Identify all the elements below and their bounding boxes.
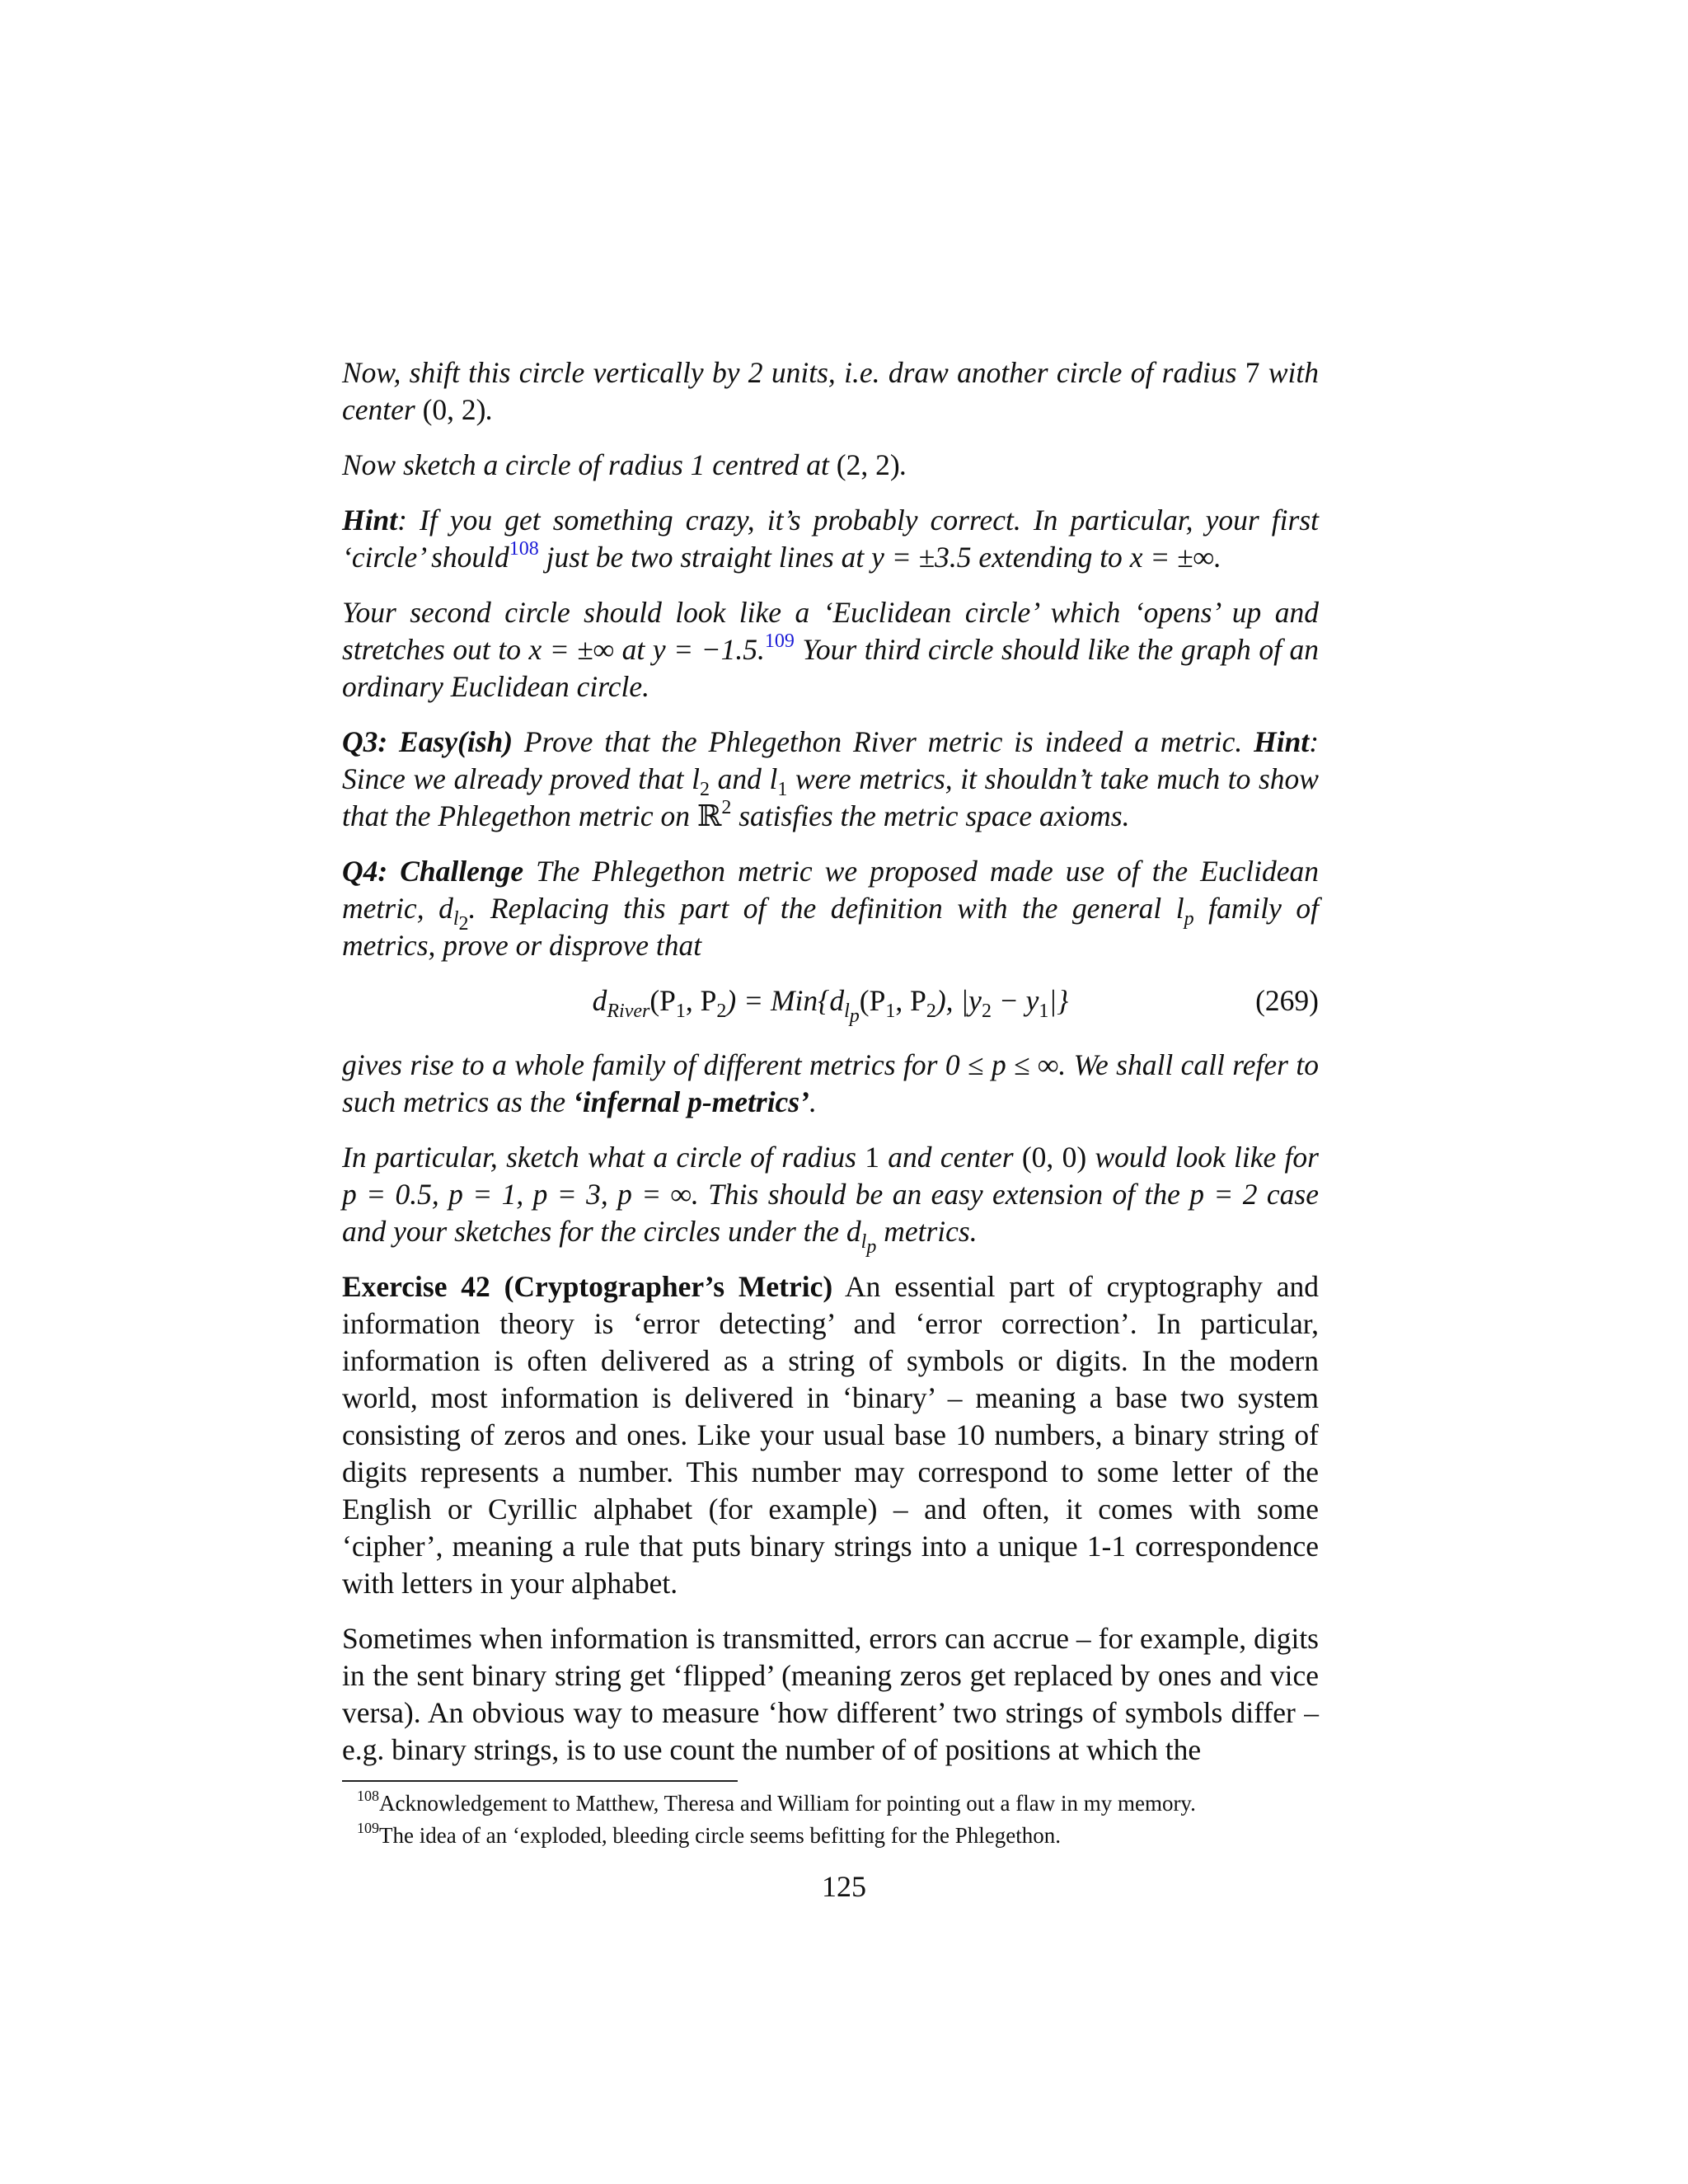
math-subscript — [844, 1001, 860, 1027]
math: p = 0.5 — [342, 1178, 432, 1211]
text: l — [452, 908, 459, 930]
text: . — [809, 1085, 817, 1118]
math: 7 — [1245, 356, 1260, 389]
text: were metrics, it shouldn’t take much to show that the Phlegethon metric on — [342, 762, 1319, 832]
math: 1 — [865, 1141, 879, 1174]
exercise-title: Exercise 42 (Cryptographer’s Metric) — [342, 1270, 833, 1303]
math-subsubscript: p — [866, 1235, 877, 1258]
text: : If you get something crazy, it’s probably correct. In particular, your first ‘circle’ should — [342, 504, 1319, 574]
question-label: Q3: Easy(ish) — [342, 725, 513, 758]
text: l — [860, 1231, 867, 1254]
footnote-ref-109[interactable]: 109 — [764, 630, 795, 653]
math: l — [692, 762, 700, 795]
text: . Replacing this part of the definition with the general — [468, 892, 1176, 925]
paragraph-exercise-42 — [342, 1268, 1319, 1602]
hint-label: Hint — [1254, 725, 1310, 758]
math: p = 3 — [532, 1178, 601, 1211]
math-subscript: 1 — [777, 779, 788, 801]
text: extending to — [971, 541, 1130, 574]
text: Now sketch a circle of radius 1 centred at — [342, 448, 837, 481]
footnote-rule — [342, 1780, 738, 1782]
paragraph-sketch-pmetric — [342, 1139, 1319, 1258]
text: |} — [1048, 984, 1069, 1017]
math: p = 1 — [448, 1178, 517, 1211]
math: ℝ — [696, 799, 722, 832]
footnote-108 — [357, 1788, 1319, 1819]
text: (P — [859, 984, 886, 1017]
hint-label: Hint — [342, 504, 398, 537]
math: (0, 2) — [422, 393, 486, 426]
text: family of metrics, prove or disprove that — [342, 892, 1319, 962]
text: , — [516, 1178, 533, 1211]
paragraph-shift-circle — [342, 354, 1319, 429]
text: : Since we already proved that — [342, 725, 1320, 795]
text: at — [614, 633, 653, 666]
math: x = ±∞ — [1129, 541, 1214, 574]
text: just be two straight lines at — [538, 541, 872, 574]
math: x = ±∞ — [528, 633, 615, 666]
math: 0 ≤ p ≤ ∞ — [945, 1048, 1059, 1081]
text: with center — [342, 356, 1319, 426]
footnote-number: 108 — [357, 1788, 379, 1804]
text: case and your sketches for the circles under the — [342, 1178, 1319, 1248]
text: , P — [685, 984, 717, 1017]
text: Prove that the Phlegethon River metric is indeed a metric. — [513, 725, 1254, 758]
math: (0, 0) — [1021, 1141, 1087, 1174]
text: , — [600, 1178, 618, 1211]
question-label: Q4: Challenge — [342, 855, 524, 888]
text: satisfies the metric space axioms. — [731, 799, 1130, 832]
page-number: 125 — [822, 1870, 866, 1903]
paragraph-q4 — [342, 853, 1319, 964]
math-subscript: 2 — [699, 779, 710, 801]
text: . This should be an easy extension of the — [691, 1178, 1190, 1211]
math: d — [846, 1215, 861, 1248]
math: p = 2 — [1189, 1178, 1258, 1211]
math: (2, 2) — [836, 448, 900, 481]
math-subsubscript: 2 — [458, 912, 469, 935]
paragraph-transmission-errors — [342, 1620, 1319, 1769]
text: d — [592, 984, 607, 1017]
math: y = ±3.5 — [871, 541, 972, 574]
text: l — [844, 1001, 850, 1023]
text: , P — [895, 984, 926, 1017]
paragraph-second-circle — [342, 594, 1319, 705]
math: l — [769, 762, 778, 795]
math-subscript: 1 — [675, 1001, 686, 1023]
text: An essential part of cryptography and information theory is ‘error detecting’ and ‘error correction’. In particular, information is often delivered as a string of symbols or digits. In the modern world, most information is delivered in ‘binary’ – meaning a base two system consisting of zeros and ones. Like your usual base 10 numbers, a binary string of digits represents a number. This number may correspond to some letter of the English or Cyrillic alphabet (for example) – and often, it comes with some ‘cipher’, meaning a rule that puts binary strings into a unique 1-1 correspondence with letters in your alphabet. — [342, 1270, 1319, 1600]
text: ) = Min{d — [726, 984, 845, 1017]
math-subscript: 2 — [716, 1001, 727, 1023]
footnote-number: 109 — [357, 1820, 379, 1836]
math-subscript: 2 — [926, 1001, 936, 1023]
text: metrics. — [876, 1215, 978, 1248]
text: Sometimes when information is transmitted, errors can accrue – for example, digits in the sent binary string get ‘flipped’ (meaning zeros get replaced by ones and vice versa). An obvious way to measure ‘how different’ two strings of symbols differ – e.g. binary strings, is to use count the number of of positions at which the — [342, 1622, 1319, 1766]
math-subscript: 1 — [885, 1001, 896, 1023]
math-subscript: River — [607, 1001, 650, 1023]
footnote-text: Acknowledgement to Matthew, Theresa and William for pointing out a flaw in my memory. — [379, 1791, 1196, 1816]
math-subsubscript: p — [849, 1005, 860, 1027]
text: would look like for — [1086, 1141, 1319, 1174]
paragraph-sketch-circle — [342, 447, 1319, 484]
equation-body — [342, 982, 1319, 1027]
math-subscript: 1 — [1039, 1001, 1049, 1023]
paragraph-hint — [342, 502, 1319, 576]
text: (P — [649, 984, 676, 1017]
text: − y — [991, 984, 1039, 1017]
text: Your second circle should look like a ‘Euclidean circle’ which ‘opens’ up and stretches out to — [342, 596, 1319, 666]
equation-number: (269) — [1255, 984, 1319, 1017]
text: . — [485, 393, 494, 426]
math: y = −1.5 — [652, 633, 757, 666]
text: ), |y — [935, 984, 982, 1017]
footnote-109 — [357, 1821, 1319, 1851]
text: and center — [879, 1141, 1022, 1174]
footnote-ref-108[interactable]: 108 — [509, 538, 539, 560]
emphasis: ‘infernal p-metrics’ — [573, 1085, 809, 1118]
paragraph-q3 — [342, 724, 1319, 835]
text: Now, shift this circle vertically by 2 units, i.e. draw another circle of radius — [342, 356, 1245, 389]
math-subscript — [452, 908, 469, 935]
text: . — [899, 448, 907, 481]
math: d — [438, 892, 453, 925]
text: In particular, sketch what a circle of radius — [342, 1141, 865, 1174]
math-subscript: 2 — [981, 1001, 992, 1023]
math-superscript: 2 — [721, 797, 732, 819]
paragraph-family — [342, 1047, 1319, 1121]
math-subscript — [860, 1231, 877, 1258]
math: p = ∞ — [617, 1178, 692, 1211]
math: l — [1175, 892, 1184, 925]
text: . — [1213, 541, 1221, 574]
text: and — [709, 762, 770, 795]
equation-269 — [342, 982, 1319, 1027]
math-subscript: p — [1184, 908, 1194, 930]
text: . — [757, 633, 765, 666]
text: Your third circle should like the graph of an ordinary Euclidean circle. — [342, 633, 1319, 703]
footnote-text: The idea of an ‘exploded, bleeding circle seems befitting for the Phlegethon. — [379, 1823, 1061, 1848]
page-body — [342, 354, 1319, 1853]
text: . We shall call refer to such metrics as the — [342, 1048, 1319, 1118]
text: gives rise to a whole family of different metrics for — [342, 1048, 945, 1081]
text: , — [431, 1178, 449, 1211]
text: The Phlegethon metric we proposed made use of the Euclidean metric, — [342, 855, 1319, 925]
